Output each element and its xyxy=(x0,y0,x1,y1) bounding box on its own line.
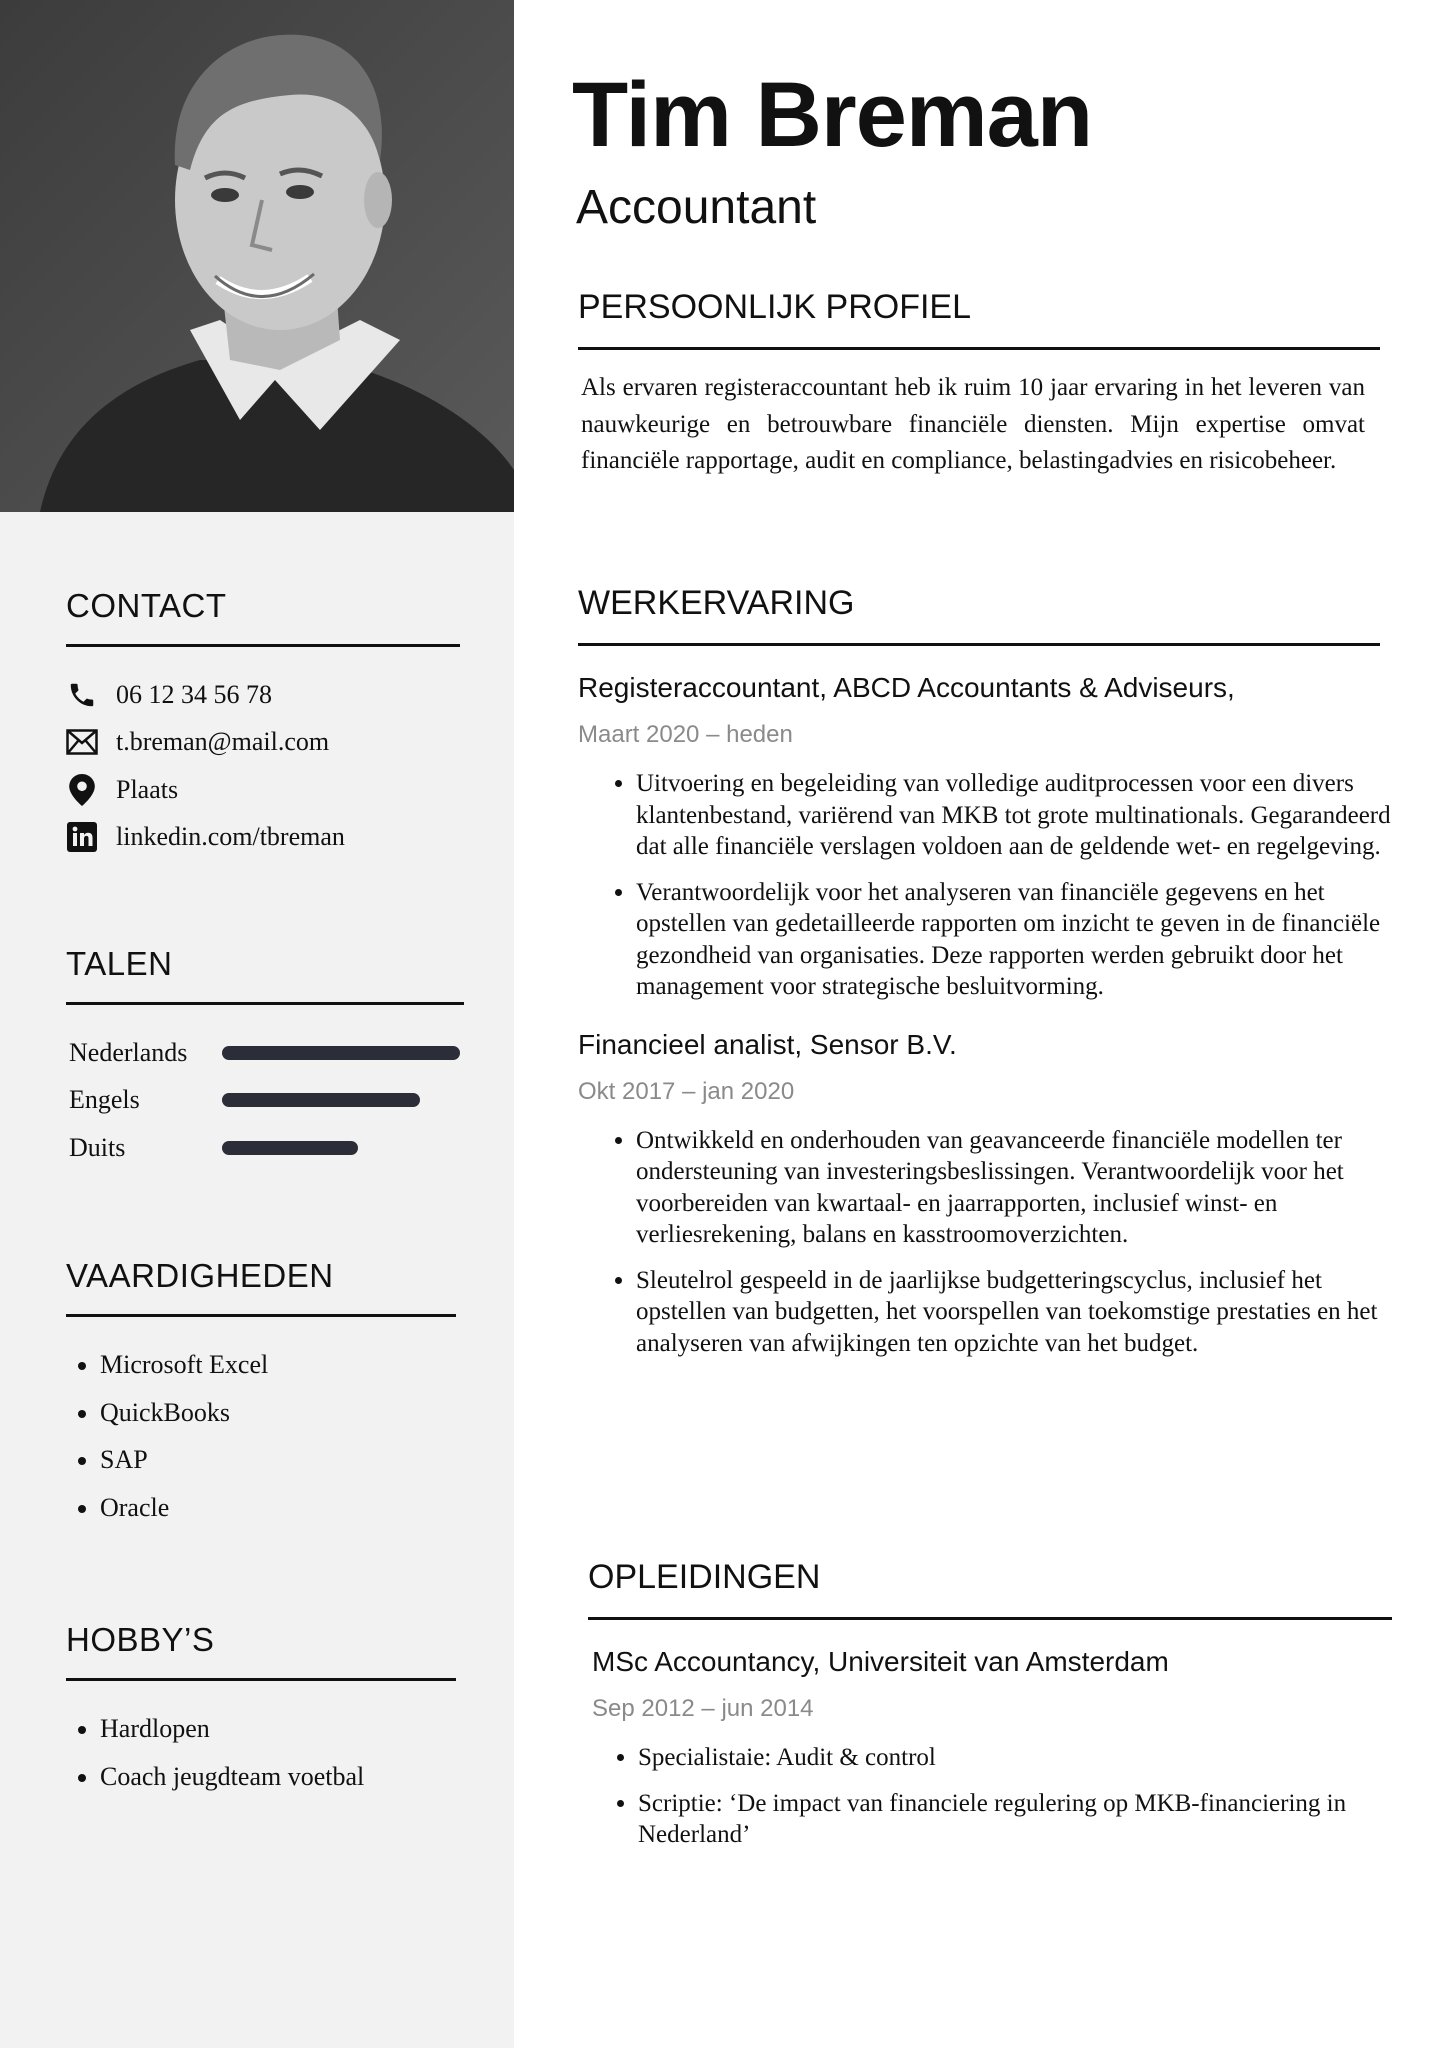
contact-heading: CONTACT xyxy=(66,587,227,624)
job-dates: Okt 2017 – jan 2020 xyxy=(578,1077,795,1105)
skills-divider xyxy=(66,1314,456,1317)
language-level-bar xyxy=(222,1141,358,1155)
skill-item: • Microsoft Excel xyxy=(100,1341,460,1389)
hobbies-heading: HOBBY’S xyxy=(66,1621,215,1658)
contact-section xyxy=(66,586,460,861)
hobbies-list xyxy=(66,1705,460,1800)
skill-item: • SAP xyxy=(100,1436,460,1484)
education-bullet: • Specialistaie: Audit & control xyxy=(638,1742,1408,1774)
education-dates: Sep 2012 – jun 2014 xyxy=(592,1695,814,1722)
skills-section xyxy=(66,1256,460,1531)
skills-list xyxy=(66,1341,460,1531)
contact-list xyxy=(66,671,460,861)
languages-section xyxy=(66,944,460,1172)
contact-location-text: Plaats xyxy=(116,774,179,804)
languages-divider xyxy=(66,1002,464,1005)
profile-divider xyxy=(578,347,1380,350)
experience-heading: WERKERVARING xyxy=(578,584,855,622)
job-bullet: • Sleutelrol gespeeld in de jaarlijkse budgetteringscyclus, inclusief het opstellen van budgetten, het voorspellen van toekomstige prestaties en het analyseren van afwijkingen ten opzichte van het budget. xyxy=(636,1265,1398,1360)
job-bullet: • Verantwoordelijk voor het analyseren van financiële gegevens en het opstellen van gedetailleerde rapporten om inzicht te geven in de financiële gezondheid van organisaties. Deze rapporten werden gebruikt door het management voor strategische besluitvorming. xyxy=(636,877,1398,1003)
contact-phone-text: 06 12 34 56 78 xyxy=(116,679,272,709)
languages-heading: TALEN xyxy=(66,945,173,982)
job-bullet: • Ontwikkeld en onderhouden van geavanceerde financiële modellen ter ondersteuning van investeringsbeslissingen. Verantwoordelijk voor het voorbereiden van kwartaal- en jaarrapporten, inclusief winst- en verliesrekening, balans en kasstroomoverzichten. xyxy=(636,1125,1398,1251)
job-role: Accountant xyxy=(576,181,817,234)
language-item xyxy=(66,1077,460,1125)
education-bullets xyxy=(588,1742,1408,1851)
contact-phone xyxy=(66,671,460,719)
skills-heading: VAARDIGHEDEN xyxy=(66,1257,334,1294)
phone-icon xyxy=(66,679,98,711)
hobbies-section xyxy=(66,1620,460,1800)
experience-divider xyxy=(578,643,1380,646)
job-bullets xyxy=(578,1125,1398,1360)
hobby-item: • Coach jeugdteam voetbal xyxy=(100,1753,460,1801)
profile-text: Als ervaren registeraccountant heb ik ruim 10 jaar ervaring in het leveren van nauwkeurige en betrouwbare financiële diensten. Mijn expertise omvat financiële rapportage, audit en compliance, belastingadvies en risicobeheer. xyxy=(581,374,1365,474)
language-level-track xyxy=(222,1141,460,1155)
job-bullets xyxy=(578,768,1398,1003)
experience-section xyxy=(578,582,1398,1373)
language-item xyxy=(66,1124,460,1172)
skill-item: • QuickBooks xyxy=(100,1389,460,1437)
contact-divider xyxy=(66,644,460,647)
job-title: Financieel analist, Sensor B.V. xyxy=(578,1028,957,1060)
profile-section xyxy=(578,286,1398,480)
location-pin-icon xyxy=(66,774,98,806)
education-title: MSc Accountancy, Universiteit van Amsterdam xyxy=(592,1646,1169,1677)
education-bullet: • Scriptie: ‘De impact van financiele regulering op MKB-financiering in Nederland’ xyxy=(638,1788,1408,1851)
profile-photo xyxy=(0,0,514,512)
candidate-name: Tim Breman xyxy=(572,64,1093,166)
contact-linkedin-text[interactable]: linkedin.com/tbreman xyxy=(116,822,345,852)
education-entry xyxy=(588,1644,1408,1851)
education-divider xyxy=(588,1617,1392,1620)
contact-location xyxy=(66,766,460,814)
job-entry xyxy=(578,670,1398,1003)
job-entry xyxy=(578,1027,1398,1360)
language-item xyxy=(66,1029,460,1077)
profile-heading: PERSOONLIJK PROFIEL xyxy=(578,288,971,326)
job-title: Registeraccountant, ABCD Accountants & Adviseurs, xyxy=(578,672,1235,703)
contact-email xyxy=(66,719,460,767)
skill-item: • Oracle xyxy=(100,1484,460,1532)
language-level-bar xyxy=(222,1046,460,1060)
language-name: Engels xyxy=(69,1085,140,1115)
mail-icon xyxy=(66,726,98,758)
language-name: Nederlands xyxy=(69,1037,188,1067)
linkedin-icon xyxy=(66,821,98,853)
languages-list xyxy=(66,1029,460,1172)
language-level-bar xyxy=(222,1093,420,1107)
job-bullet: • Uitvoering en begeleiding van volledige auditprocessen voor een divers klantenbestand, variërend van MKB tot grote multinationals. Gegarandeerd dat alle financiële verslagen voldoen aan de geldende wet- en regelgeving. xyxy=(636,768,1398,863)
contact-email-text: t.breman@mail.com xyxy=(116,727,330,757)
hobby-item: • Hardlopen xyxy=(100,1705,460,1753)
education-heading: OPLEIDINGEN xyxy=(588,1558,821,1596)
language-name: Duits xyxy=(69,1132,126,1162)
job-dates: Maart 2020 – heden xyxy=(578,721,793,748)
language-level-track xyxy=(222,1093,460,1107)
hobbies-divider xyxy=(66,1678,456,1681)
language-level-track xyxy=(222,1046,460,1060)
education-section xyxy=(588,1556,1408,1865)
contact-linkedin[interactable] xyxy=(66,814,460,862)
